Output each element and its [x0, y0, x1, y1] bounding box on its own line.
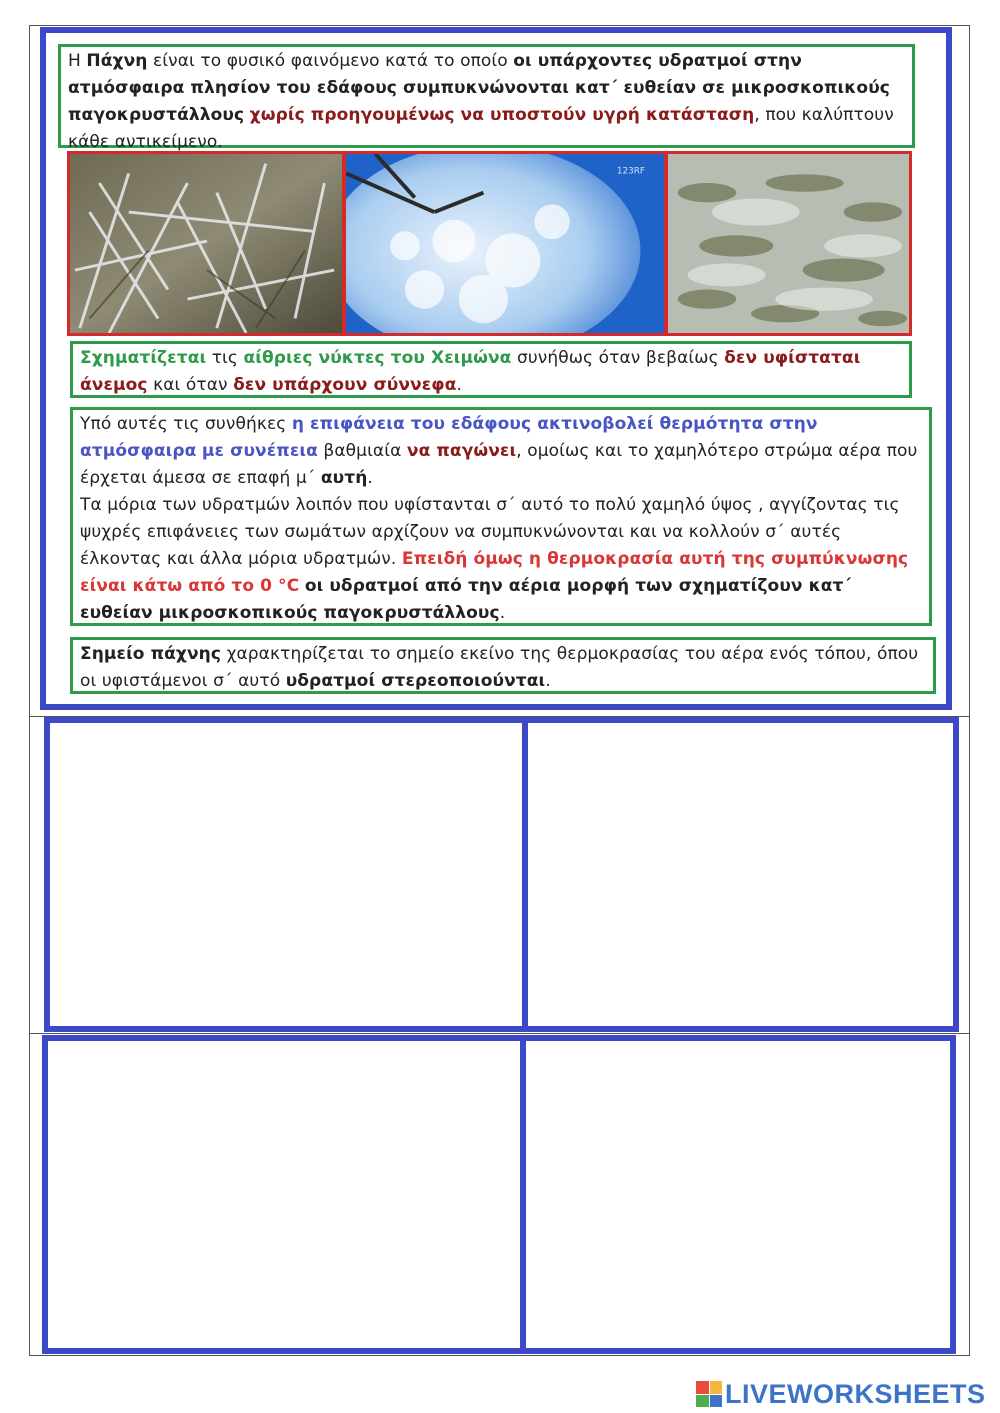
logo-icon: [696, 1381, 722, 1407]
p4-text: .: [545, 671, 551, 691]
p4-text: χαρακτηρίζεται το σημείο εκείνο της θερμοκρασίας του αέρα ενός τόπου, όπου οι υφιστάμενοι σ΄ αυτό: [80, 644, 919, 691]
forms-highlight: Σχηματίζεται: [80, 348, 207, 368]
answer-box-2[interactable]: [522, 717, 959, 1032]
frost-tree-photo: [343, 151, 667, 336]
p1-text: Η: [68, 51, 87, 71]
frost-point-term: Σημείο πάχνης: [80, 644, 222, 664]
frost-field-photo: [665, 151, 912, 336]
no-liquid-highlight: χωρίς προηγουμένως να υποστούν υγρή κατάσταση: [249, 105, 755, 125]
liveworksheets-logo: [696, 1380, 986, 1408]
p3-text: .: [499, 603, 506, 623]
p1-text: , που καλύπτουν κάθε αντικείμενο.: [68, 105, 894, 152]
conditions-box: [70, 341, 912, 398]
term-pachni: Πάχνη: [86, 51, 148, 71]
no-clouds-highlight: δεν υπάρχουν σύννεφα: [233, 375, 457, 395]
p2-text: συνήθως όταν βεβαίως: [511, 348, 725, 368]
p3-text: Υπό αυτές τις συνθήκες: [80, 414, 292, 434]
p1-text: είναι το φυσικό φαινόμενο κατά το οποίο: [147, 51, 514, 71]
p3-text: .: [367, 468, 373, 488]
p3-text: , ομοίως και το χαμηλότερο στρώμα αέρα που έρχεται άμεσα σε επαφή μ΄: [80, 441, 918, 488]
definition-highlight: οι υπάρχοντες υδρατμοί στην ατμόσφαιρα πλησίον του εδάφους συμπυκνώνονται κατ΄ ευθείαν σε μικροσκοπικούς παγοκρυστάλλους: [68, 51, 890, 125]
temperature-highlight: Επειδή όμως η θερμοκρασία αυτή της συμπύκνωσης είναι κάτω από το 0 °C: [80, 549, 909, 596]
answer-box-3[interactable]: [42, 1035, 526, 1354]
explanation-box: [70, 407, 932, 626]
radiation-highlight: η επιφάνεια του εδάφους ακτινοβολεί θερμότητα στην ατμόσφαιρα: [80, 414, 818, 461]
solidify-highlight: υδρατμοί στερεοποιούνται: [285, 671, 546, 691]
freezes-highlight: να παγώνει: [406, 441, 517, 461]
frost-point-box: [70, 637, 936, 694]
p3-text: Τα μόρια των υδρατμών λοιπόν που υφίστανται σ΄ αυτό το πολύ χαμηλό ύψος , αγγίζοντας τις ψυχρές επιφάνειες των σωμάτων αρχίζουν να συμπυκνώνονται και να κολλούν σ΄ αυτές έλκοντας και άλλα μόρια υδρατμών.: [80, 495, 900, 569]
photo-strip: [67, 151, 912, 336]
p3-text: βαθμιαία: [317, 441, 407, 461]
p2-text: τις: [206, 348, 244, 368]
logo-text: LIVEWORKSHEETS: [725, 1378, 986, 1409]
photo-watermark: 123RF: [616, 166, 645, 177]
consequence-highlight: με συνέπεια: [201, 441, 318, 461]
frost-grass-photo: [67, 151, 345, 336]
p2-text: .: [456, 375, 462, 395]
winter-nights-highlight: αίθριες νύκτες του Χειμώνα: [243, 348, 512, 368]
answer-box-4[interactable]: [520, 1035, 956, 1354]
it-highlight: αυτή: [320, 468, 368, 488]
no-wind-highlight: δεν υφίσταται άνεμος: [80, 348, 861, 395]
answer-box-1[interactable]: [44, 717, 528, 1032]
p2-text: και όταν: [147, 375, 234, 395]
divider-line: [29, 1033, 970, 1034]
crystals-highlight: οι υδρατμοί από την αέρια μορφή των σχηματίζουν κατ΄ ευθείαν μικροσκοπικούς παγοκρυστάλλους: [80, 576, 852, 623]
definition-box: [58, 44, 915, 152]
